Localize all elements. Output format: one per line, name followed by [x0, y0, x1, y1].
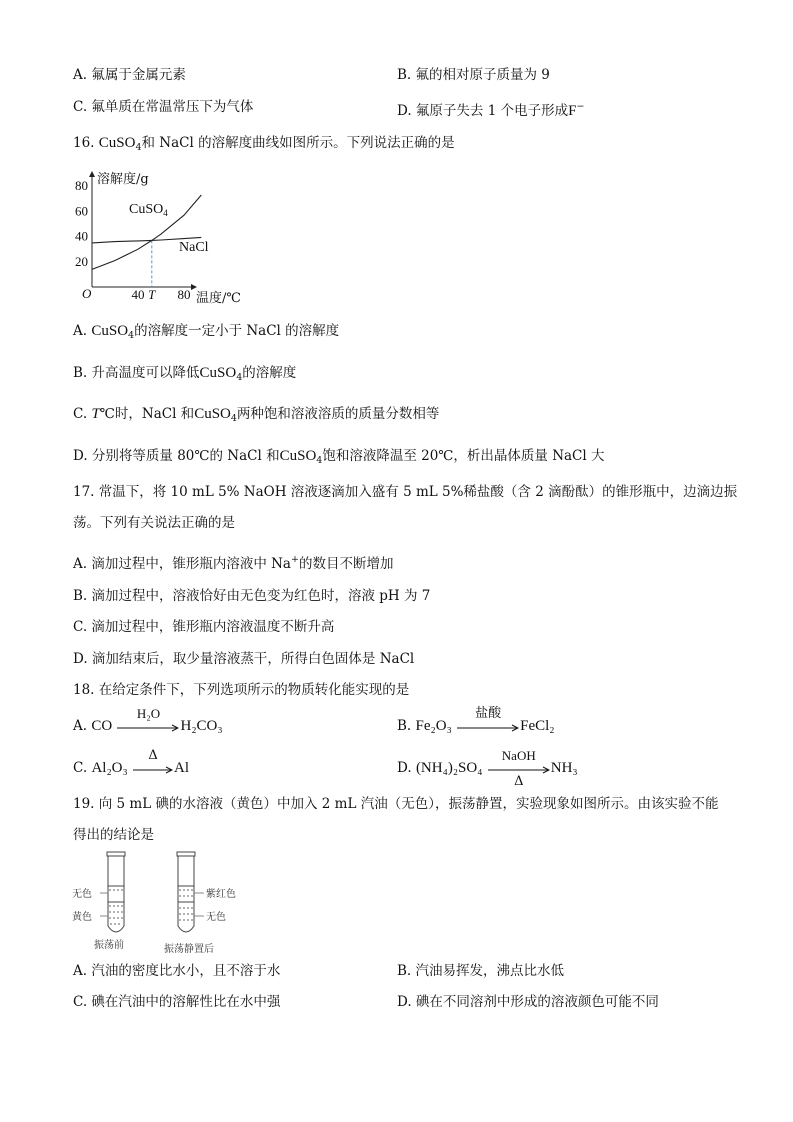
q16-stem: 16. CuSO$_4$和 NaCl 的溶解度曲线如图所示。下列说法正确的是 — [73, 135, 455, 153]
q18-option-c: C. Al₂O₃ Δ Al — [73, 747, 190, 776]
q15-option-a: A. 氟属于金属元素 — [73, 67, 186, 83]
q16-option-b: B. 升高温度可以降低CuSO$_4$的溶解度 — [73, 365, 297, 383]
q18-option-a: A. CO H₂O H₂CO₃ — [73, 705, 223, 734]
cuso4-label: CuSO$_4$ — [129, 202, 168, 218]
q18-option-d: D. (NH₄)₂SO₄ NaOH Δ NH₃ — [397, 747, 578, 789]
x-tick-label: 80 — [177, 287, 191, 302]
q15-option-c: C. 氟单质在常温常压下为气体 — [73, 99, 254, 115]
test-tube-figure — [70, 848, 270, 956]
y-tick-label: 80 — [75, 178, 88, 194]
left-caption: 振荡前 — [94, 940, 124, 951]
right-caption: 振荡静置后 — [164, 944, 214, 955]
left-bottom-label: 黄色 — [72, 912, 92, 923]
q16-option-d: D. 分别将等质量 80℃的 NaCl 和CuSO$_4$饱和溶液降温至 20℃，析出晶体质量 NaCl 大 — [73, 448, 605, 466]
q16-option-a: A. CuSO$_4$的溶解度一定小于 NaCl 的溶解度 — [73, 323, 340, 341]
q17-option-a: A. 滴加过程中，锥形瓶内溶液中 Na+的数目不断增加 — [73, 554, 394, 572]
q15-option-d: D. 氟原子失去 1 个电子形成F− — [397, 101, 585, 119]
left-top-label: 无色 — [72, 889, 92, 900]
nacl-label: NaCl — [179, 240, 209, 255]
x-tick-label: T — [148, 287, 156, 302]
q17-option-c: C. 滴加过程中，锥形瓶内溶液温度不断升高 — [73, 619, 335, 635]
x-axis-label: 温度/℃ — [196, 291, 241, 306]
q17-stem-line2: 荡。下列有关说法正确的是 — [73, 515, 235, 531]
q17-stem-line1: 17. 常温下，将 10 mL 5% NaOH 溶液逐滴加入盛有 5 mL 5%稀盐酸（含 2 滴酚酞）的锥形瓶中，边滴边振 — [73, 484, 738, 500]
q18-stem: 18. 在给定条件下，下列选项所示的物质转化能实现的是 — [73, 682, 410, 698]
y-axis-label: 溶解度/g — [97, 172, 149, 187]
reaction-arrow: H₂O — [117, 720, 179, 734]
q17-option-b: B. 滴加过程中，溶液恰好由无色变为红色时，溶液 pH 为 7 — [73, 588, 431, 604]
y-tick-label: 40 — [75, 228, 88, 244]
q19-option-c: C. 碘在汽油中的溶解性比在水中强 — [73, 994, 281, 1010]
test-tube-before — [100, 852, 125, 932]
q16-option-c: C. T℃时，NaCl 和CuSO$_4$两种饱和溶液溶质的质量分数相等 — [73, 406, 440, 424]
y-tick-label: 20 — [75, 253, 88, 269]
solubility-chart — [70, 166, 260, 306]
x-tick-label: 40 — [131, 287, 145, 302]
right-bottom-label: 无色 — [206, 912, 226, 923]
reaction-arrow: Δ — [133, 762, 173, 776]
q17-option-d: D. 滴加结束后，取少量溶液蒸干，所得白色固体是 NaCl — [73, 651, 415, 667]
q19-option-d: D. 碘在不同溶剂中形成的溶液颜色可能不同 — [397, 994, 659, 1010]
q15-option-b: B. 氟的相对原子质量为 9 — [397, 67, 550, 83]
q19-stem-line1: 19. 向 5 mL 碘的水溶液（黄色）中加入 2 mL 汽油（无色），振荡静置，实验现象如图所示。由该实验不能 — [73, 796, 719, 812]
y-tick-label: 60 — [75, 203, 88, 219]
origin-label: O — [82, 286, 92, 301]
right-top-label: 紫红色 — [206, 889, 236, 900]
test-tube-after — [177, 852, 204, 932]
reaction-arrow: 盐酸 — [457, 720, 519, 734]
q18-option-b: B. Fe₂O₃ 盐酸 FeCl₂ — [397, 705, 555, 734]
q19-option-a: A. 汽油的密度比水小，且不溶于水 — [73, 963, 281, 979]
reaction-arrow: NaOH Δ — [488, 762, 550, 776]
q19-stem-line2: 得出的结论是 — [73, 827, 154, 843]
q19-option-b: B. 汽油易挥发，沸点比水低 — [397, 963, 565, 979]
